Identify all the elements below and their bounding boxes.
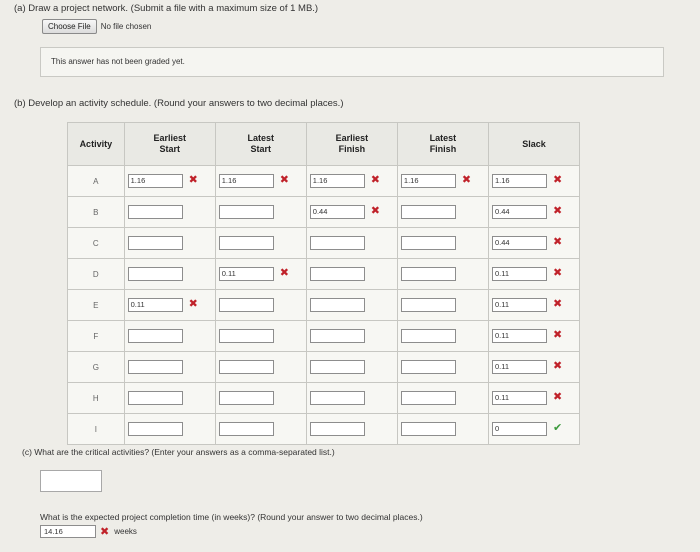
activity-label: H (68, 383, 125, 414)
header-activity: Activity (68, 123, 125, 166)
cell-ef (306, 352, 397, 383)
header-latest-start: Latest Start (215, 123, 306, 166)
slack-input[interactable]: 0.11 (492, 329, 547, 343)
cell-ls (215, 259, 306, 290)
cell-lf (397, 383, 488, 414)
cell-ef (306, 321, 397, 352)
ls-input[interactable] (219, 205, 274, 219)
incorrect-x-icon: ✖ (552, 174, 563, 186)
slack-input[interactable]: 0.11 (492, 298, 547, 312)
ef-input[interactable] (310, 422, 365, 436)
table-row (68, 166, 580, 197)
cell-lf (397, 352, 488, 383)
lf-input[interactable] (401, 205, 456, 219)
table-row (68, 414, 580, 445)
slack-input[interactable]: 0.44 (492, 236, 547, 250)
ls-input[interactable] (219, 329, 274, 343)
activity-label: G (68, 352, 125, 383)
lf-input[interactable] (401, 329, 456, 343)
incorrect-x-icon: ✖ (370, 205, 381, 217)
choose-file-button[interactable]: Choose File (42, 19, 97, 34)
cell-slack (488, 290, 579, 321)
ef-input[interactable] (310, 267, 365, 281)
ls-input[interactable] (219, 236, 274, 250)
lf-input[interactable] (401, 391, 456, 405)
incorrect-x-icon: ✖ (461, 174, 472, 186)
cell-es (124, 352, 215, 383)
ef-input[interactable] (310, 236, 365, 250)
table-header-row (68, 123, 580, 166)
cell-lf (397, 321, 488, 352)
cell-ef (306, 166, 397, 197)
cell-ls (215, 197, 306, 228)
ef-input[interactable]: 1.16 (310, 174, 365, 188)
graded-notice-text: This answer has not been graded yet. (51, 57, 185, 66)
activity-label: F (68, 321, 125, 352)
es-input[interactable] (128, 391, 183, 405)
cell-ef (306, 259, 397, 290)
cell-slack (488, 259, 579, 290)
cell-es (124, 197, 215, 228)
ls-input[interactable] (219, 391, 274, 405)
cell-ls (215, 228, 306, 259)
critical-activities-input[interactable] (40, 470, 102, 492)
header-earliest-start: Earliest Start (124, 123, 215, 166)
lf-input[interactable] (401, 267, 456, 281)
activity-label: E (68, 290, 125, 321)
table-row (68, 290, 580, 321)
cell-es (124, 290, 215, 321)
cell-ef (306, 228, 397, 259)
cell-ls (215, 166, 306, 197)
incorrect-x-icon: ✖ (552, 236, 563, 248)
cell-lf (397, 414, 488, 445)
es-input[interactable] (128, 422, 183, 436)
cell-slack (488, 228, 579, 259)
weeks-unit-label: weeks (114, 527, 137, 536)
activity-schedule-table (67, 122, 580, 445)
cell-lf (397, 166, 488, 197)
cell-ls (215, 290, 306, 321)
header-latest-finish: Latest Finish (397, 123, 488, 166)
ls-input[interactable]: 1.16 (219, 174, 274, 188)
ls-input[interactable]: 0.11 (219, 267, 274, 281)
cell-lf (397, 290, 488, 321)
cell-slack (488, 414, 579, 445)
incorrect-x-icon: ✖ (552, 391, 563, 403)
cell-lf (397, 228, 488, 259)
lf-input[interactable]: 1.16 (401, 174, 456, 188)
incorrect-x-icon: ✖ (552, 298, 563, 310)
slack-input[interactable]: 0 (492, 422, 547, 436)
incorrect-x-icon: ✖ (552, 267, 563, 279)
completion-time-row (40, 525, 137, 538)
cell-ls (215, 321, 306, 352)
cell-ef (306, 383, 397, 414)
ef-input[interactable]: 0.44 (310, 205, 365, 219)
es-input[interactable] (128, 236, 183, 250)
cell-es (124, 414, 215, 445)
cell-es (124, 166, 215, 197)
slack-input[interactable]: 1.16 (492, 174, 547, 188)
lf-input[interactable] (401, 236, 456, 250)
cell-lf (397, 197, 488, 228)
table-row (68, 352, 580, 383)
incorrect-x-icon: ✖ (552, 205, 563, 217)
activity-label: I (68, 414, 125, 445)
cell-slack (488, 321, 579, 352)
completion-time-input[interactable]: 14.16 (40, 525, 96, 538)
lf-input[interactable] (401, 298, 456, 312)
cell-es (124, 383, 215, 414)
incorrect-x-icon: ✖ (100, 526, 110, 538)
incorrect-x-icon: ✖ (552, 360, 563, 372)
cell-lf (397, 259, 488, 290)
cell-slack (488, 352, 579, 383)
header-earliest-finish: Earliest Finish (306, 123, 397, 166)
incorrect-x-icon: ✖ (552, 329, 563, 341)
slack-input[interactable]: 0.11 (492, 360, 547, 374)
activity-label: D (68, 259, 125, 290)
slack-input[interactable]: 0.44 (492, 205, 547, 219)
ls-input[interactable] (219, 360, 274, 374)
es-input[interactable] (128, 329, 183, 343)
incorrect-x-icon: ✖ (370, 174, 381, 186)
ef-input[interactable] (310, 360, 365, 374)
part-a-question: (a) Draw a project network. (Submit a file with a maximum size of 1 MB.) (14, 3, 319, 14)
cell-es (124, 259, 215, 290)
lf-input[interactable] (401, 360, 456, 374)
ls-input[interactable] (219, 298, 274, 312)
es-input[interactable] (128, 205, 183, 219)
ef-input[interactable] (310, 298, 365, 312)
ef-input[interactable] (310, 391, 365, 405)
es-input[interactable]: 0.11 (128, 298, 183, 312)
cell-ef (306, 197, 397, 228)
activity-label: A (68, 166, 125, 197)
cell-ef (306, 290, 397, 321)
correct-check-icon: ✔ (552, 422, 563, 434)
es-input[interactable] (128, 360, 183, 374)
cell-ls (215, 383, 306, 414)
es-input[interactable] (128, 267, 183, 281)
table-row (68, 321, 580, 352)
cell-slack (488, 383, 579, 414)
cell-ls (215, 352, 306, 383)
graded-notice-box (40, 47, 664, 77)
cell-es (124, 321, 215, 352)
slack-input[interactable]: 0.11 (492, 391, 547, 405)
incorrect-x-icon: ✖ (188, 174, 198, 186)
table-row (68, 259, 580, 290)
cell-ef (306, 414, 397, 445)
table-row (68, 197, 580, 228)
no-file-text: No file chosen (100, 22, 152, 31)
ef-input[interactable] (310, 329, 365, 343)
es-input[interactable]: 1.16 (128, 174, 183, 188)
lf-input[interactable] (401, 422, 456, 436)
part-d-question: What is the expected project completion time (in weeks)? (Round your answer to two decimal places.) (40, 512, 423, 522)
table-row (68, 228, 580, 259)
incorrect-x-icon: ✖ (279, 174, 289, 186)
cell-ls (215, 414, 306, 445)
header-slack: Slack (488, 123, 579, 166)
slack-input[interactable]: 0.11 (492, 267, 547, 281)
part-c-question: (c) What are the critical activities? (Enter your answers as a comma-separated list.) (22, 447, 335, 457)
activity-label: C (68, 228, 125, 259)
activity-label: B (68, 197, 125, 228)
incorrect-x-icon: ✖ (279, 267, 289, 279)
incorrect-x-icon: ✖ (188, 298, 198, 310)
cell-es (124, 228, 215, 259)
table-row (68, 383, 580, 414)
part-b-question: (b) Develop an activity schedule. (Round your answers to two decimal places.) (14, 98, 344, 109)
file-upload-row (42, 19, 151, 34)
cell-slack (488, 166, 579, 197)
cell-slack (488, 197, 579, 228)
ls-input[interactable] (219, 422, 274, 436)
